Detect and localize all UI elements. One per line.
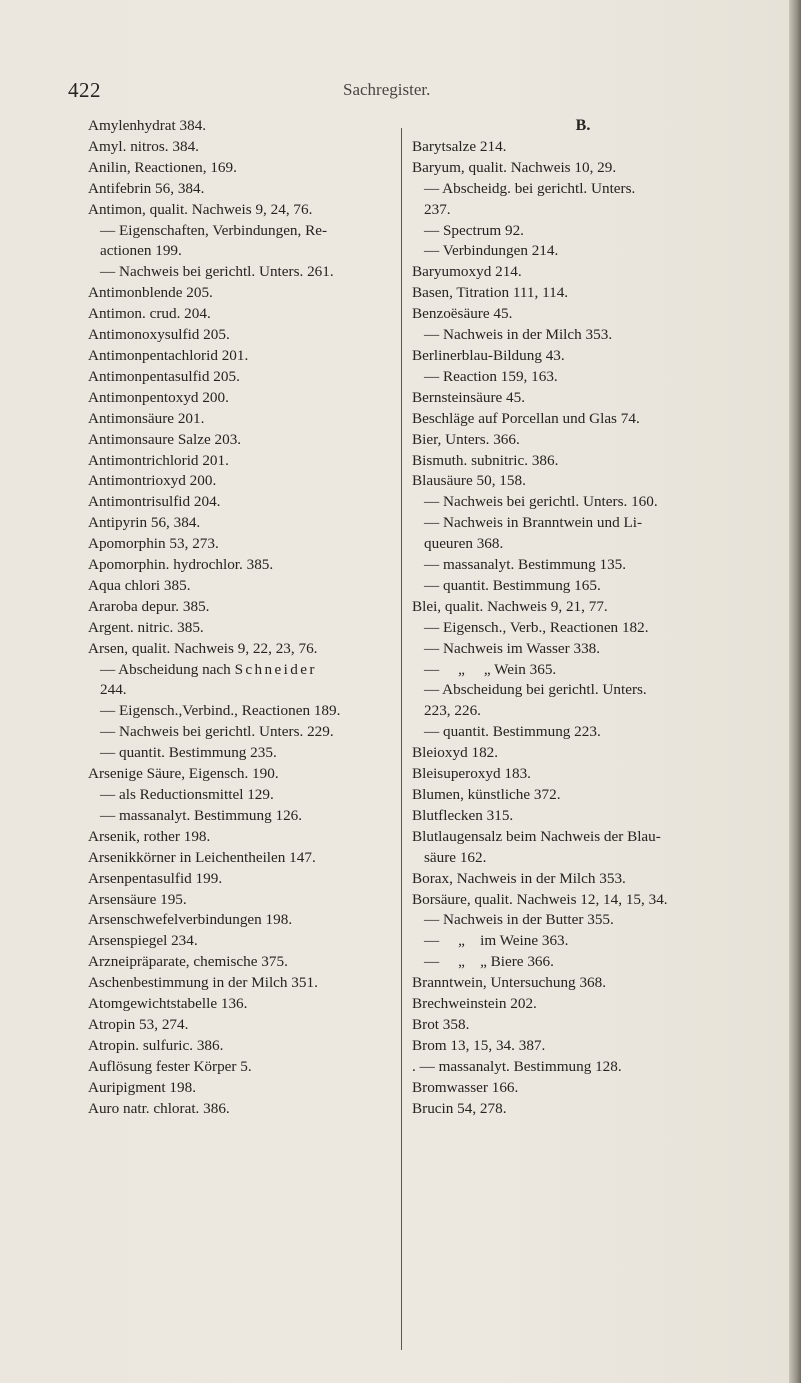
index-subentry: — „ „ Biere 366. <box>424 953 554 971</box>
index-entry: Atropin 53, 274. <box>88 1015 189 1033</box>
author-name: Schneider <box>234 660 317 678</box>
index-entry: Anilin, Reactionen, 169. <box>88 158 237 176</box>
index-entry: Borax, Nachweis in der Milch 353. <box>412 869 626 887</box>
index-entry: Antimontrichlorid 201. <box>88 451 229 469</box>
index-entry: Antimontrioxyd 200. <box>88 472 217 490</box>
index-entry: Argent. nitric. 385. <box>88 618 204 636</box>
index-subentry: — massanalyt. Bestimmung 126. <box>100 806 303 824</box>
index-entry: Brucin 54, 278. <box>412 1099 507 1117</box>
index-entry: Brechweinstein 202. <box>412 995 537 1013</box>
section-letter: B. <box>575 117 591 134</box>
index-entry: Antimonsaure Salze 203. <box>88 430 242 448</box>
index-entry: Borsäure, qualit. Nachweis 12, 14, 15, 34. <box>412 890 668 908</box>
page-header <box>0 78 801 106</box>
index-entry: Beschläge auf Porcellan und Glas 74. <box>412 409 640 427</box>
index-entry: Atropin. sulfuric. 386. <box>88 1036 224 1054</box>
index-entry: Auflösung fester Körper 5. <box>88 1057 252 1075</box>
index-subentry: — Abscheidg. bei gerichtl. Unters. <box>424 179 636 197</box>
index-entry: Arzneipräparate, chemische 375. <box>88 953 288 971</box>
index-entry-continuation: queuren 368. <box>424 535 504 553</box>
index-entry-continuation: säure 162. <box>424 848 487 866</box>
index-entry: Arsensäure 195. <box>88 890 187 908</box>
index-entry: Bernsteinsäure 45. <box>412 388 526 406</box>
index-entry: Blutlaugensalz beim Nachweis der Blau- <box>412 827 661 845</box>
index-subentry: — „ „ Wein 365. <box>424 660 557 678</box>
index-subentry: — Spectrum 92. <box>424 221 524 239</box>
index-entry: Atomgewichtstabelle 136. <box>88 995 248 1013</box>
index-subentry: — als Reductionsmittel 129. <box>100 786 274 803</box>
index-subentry: — Eigensch.,Verbind., Reactionen 189. <box>100 702 341 720</box>
index-entry: Antimonpentachlorid 201. <box>88 346 249 364</box>
index-entry: Blutflecken 315. <box>412 806 514 824</box>
column-divider <box>401 128 402 1350</box>
index-entry: Auripigment 198. <box>88 1078 196 1096</box>
index-entry: Antimontrisulfid 204. <box>88 493 221 511</box>
index-entry: Arsenige Säure, Eigensch. 190. <box>88 765 279 783</box>
index-entry: Baryum, qualit. Nachweis 10, 29. <box>412 158 617 176</box>
index-subentry: — Nachweis in der Milch 353. <box>424 326 613 344</box>
index-entry: Arsenspiegel 234. <box>88 932 198 950</box>
index-entry: Antipyrin 56, 384. <box>88 514 201 532</box>
index-entry: Antimonoxysulfid 205. <box>88 326 230 344</box>
index-entry: Blei, qualit. Nachweis 9, 21, 77. <box>412 597 608 615</box>
index-entry: Aqua chlori 385. <box>88 576 191 594</box>
index-entry: Bleioxyd 182. <box>412 744 499 762</box>
index-column-left <box>88 116 400 1120</box>
index-subentry: — Abscheidung bei gerichtl. Unters. <box>424 681 647 699</box>
index-entry: Basen, Titration 111, 114. <box>412 284 569 302</box>
index-entry-continuation: 244. <box>100 681 127 699</box>
index-subentry: — quantit. Bestimmung 235. <box>100 744 277 762</box>
index-entry: Antimonsäure 201. <box>88 409 205 427</box>
index-subentry: — Nachweis im Wasser 338. <box>424 639 601 657</box>
index-entry: Antimonpentasulfid 205. <box>88 367 240 385</box>
index-subentry: — quantit. Bestimmung 223. <box>424 723 601 741</box>
index-entry: Arsenikkörner in Leichentheilen 147. <box>88 848 316 866</box>
index-entry: Antimonpentoxyd 200. <box>88 388 229 406</box>
index-entry: Bromwasser 166. <box>412 1078 519 1096</box>
index-entry: Branntwein, Untersuchung 368. <box>412 974 607 992</box>
index-subentry: — quantit. Bestimmung 165. <box>424 576 601 594</box>
index-subentry: — Nachweis bei gerichtl. Unters. 160. <box>424 493 658 511</box>
running-title: Sachregister. <box>343 80 431 99</box>
index-entry: Baryumoxyd 214. <box>412 263 522 281</box>
index-subentry: — massanalyt. Bestimmung 135. <box>424 556 627 574</box>
index-entry: Benzoësäure 45. <box>412 305 513 323</box>
index-subentry: — Nachweis bei gerichtl. Unters. 229. <box>100 723 334 741</box>
index-entry: Arsenschwefelverbindungen 198. <box>88 911 293 929</box>
index-entry: Amyl. nitros. 384. <box>88 137 199 155</box>
index-entry: Bleisuperoxyd 183. <box>412 765 531 783</box>
index-entry: Araroba depur. 385. <box>88 597 210 615</box>
index-subentry: — Eigenschaften, Verbindungen, Re- <box>100 221 328 239</box>
index-entry: Blumen, künstliche 372. <box>412 786 561 803</box>
index-subentry <box>88 660 400 681</box>
index-entry: Barytsalze 214. <box>412 137 507 155</box>
index-entry-continuation: actionen 199. <box>100 242 182 260</box>
index-entry: Arsen, qualit. Nachweis 9, 22, 23, 76. <box>88 639 318 657</box>
index-entry: Antimon, qualit. Nachweis 9, 24, 76. <box>88 200 313 218</box>
index-entry: Bismuth. subnitric. 386. <box>412 451 559 469</box>
index-entry: Brot 358. <box>412 1015 470 1033</box>
index-subentry: — „ im Weine 363. <box>424 932 569 950</box>
index-entry: Antimonblende 205. <box>88 284 213 302</box>
page-number: 422 <box>68 78 101 102</box>
index-entry: Arsenpentasulfid 199. <box>88 869 223 887</box>
index-entry-continuation: 237. <box>424 200 451 218</box>
index-entry: Bier, Unters. 366. <box>412 430 520 448</box>
index-entry: Brom 13, 15, 34. 387. <box>412 1036 546 1054</box>
index-subentry: — Nachweis in Branntwein und Li- <box>424 514 643 532</box>
index-column-right <box>412 116 794 1120</box>
index-subentry: — Nachweis bei gerichtl. Unters. 261. <box>100 263 334 281</box>
index-entry: Apomorphin. hydrochlor. 385. <box>88 556 274 574</box>
subentry-text: — Abscheidung nach <box>100 660 231 678</box>
index-entry: Auro natr. chlorat. 386. <box>88 1099 230 1117</box>
index-entry: Arsenik, rother 198. <box>88 827 211 845</box>
index-entry-continuation: 223, 226. <box>424 702 481 720</box>
index-entry: Antimon. crud. 204. <box>88 305 211 323</box>
index-entry: . — massanalyt. Bestimmung 128. <box>412 1057 622 1075</box>
index-subentry: — Reaction 159, 163. <box>424 367 558 385</box>
index-subentry: — Eigensch., Verb., Reactionen 182. <box>424 618 649 636</box>
index-entry: Aschenbestimmung in der Milch 351. <box>88 974 318 992</box>
index-entry: Antifebrin 56, 384. <box>88 179 205 197</box>
index-entry: Apomorphin 53, 273. <box>88 535 219 553</box>
index-entry: Blausäure 50, 158. <box>412 472 526 490</box>
index-subentry: — Verbindungen 214. <box>424 242 559 260</box>
page-edge-shadow <box>789 0 801 1383</box>
index-entry: Amylenhydrat 384. <box>88 117 207 134</box>
index-subentry: — Nachweis in der Butter 355. <box>424 911 614 929</box>
index-entry: Berlinerblau-Bildung 43. <box>412 346 565 364</box>
